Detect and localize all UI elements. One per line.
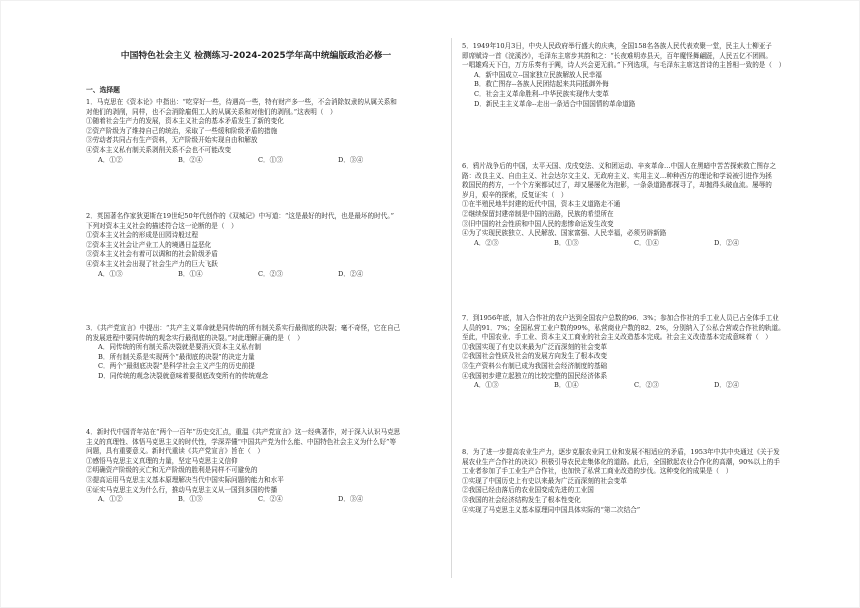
question-stem-line: 路：改良主义、自由主义、社会达尔文主义、无政府主义、实用主义…种种西方的理论和学说被引进作为拯 xyxy=(462,171,772,180)
option: ②继续保留封建帝制是中国的出路，民族的希望所在 xyxy=(462,209,614,218)
choice-b[interactable]: B．①④ xyxy=(554,381,579,390)
option-d[interactable]: D．新民主主义革命--走出一条适合中国国情的革命道路 xyxy=(474,99,636,108)
option: ③生产资料公有制已成为我国社会经济制度的基础 xyxy=(462,361,608,370)
question-7 xyxy=(462,314,804,391)
option: ③旧中国的社会性质和中国人民的悲惨命运发生改变 xyxy=(462,219,614,228)
question-stem-line: 下列对资本主义社会的描述符合这一论断的是（ ） xyxy=(86,221,238,230)
question-5 xyxy=(462,42,804,109)
option: ④资本主义社会出现了社会生产力的巨大飞跃 xyxy=(86,259,218,268)
answer-choices xyxy=(86,270,426,280)
option: ②资本主义社会让产业工人的境遇日益恶化 xyxy=(86,240,212,249)
option-c[interactable]: C．社会主义革命胜利--中华民族实现伟大变革 xyxy=(474,89,609,98)
choice-a[interactable]: A．②③ xyxy=(474,238,499,247)
choice-b[interactable]: B．①③ xyxy=(554,238,579,247)
question-stem-line: 主义的真理性、体悟马克思主义的时代性，学深弄懂“中国共产党为什么能、中国特色社会主义为什么好”等 xyxy=(86,437,397,446)
question-stem-line: 7．到1956年底，加入合作社的农户达到全国农户总数的96．3%；参加合作社的手工业人员已占全体手工业 xyxy=(462,314,779,322)
choice-b[interactable]: B．①③ xyxy=(178,495,203,504)
answer-choices xyxy=(86,495,426,505)
choice-c[interactable]: C．②④ xyxy=(258,495,283,504)
option: ④实现了马克思主义基本原理同中国具体实际的“第二次结合” xyxy=(462,505,641,514)
option: ②我国社会性质及社会的发展方向发生了根本改变 xyxy=(462,352,608,361)
question-6 xyxy=(462,162,804,248)
question-stem-line: 1．马克思在《资本论》中指出：“吃穿好一些，待遇高一些，特有财产多一些，不会消除奴隶的从属关系和 xyxy=(86,98,397,106)
question-4 xyxy=(86,428,426,505)
option: ①我国实现了有史以来最为广泛而深刻的社会变革 xyxy=(462,342,608,351)
answer-choices xyxy=(462,381,804,391)
answer-choices xyxy=(462,239,804,249)
option: ①感悟马克思主义真理的力量，坚定马克思主义信仰 xyxy=(86,456,238,465)
option: ③资本主义社会有着可以调和的社会阶级矛盾 xyxy=(86,250,218,259)
option: ④证实马克思主义为什么行，推动马克思主义从一国到多国的传播 xyxy=(86,485,278,494)
option: ③我国的社会经济结构发生了根本性变化 xyxy=(462,495,581,504)
choice-c[interactable]: C．②③ xyxy=(258,269,283,278)
choice-c[interactable]: C．①④ xyxy=(634,238,659,247)
question-stem-line: 即席赋诗一首《浣溪沙》，毛泽东主席步其韵和之：“长夜难明赤县天，百年魔怪舞翩跹，人民五亿不团圆。 xyxy=(462,51,772,60)
choice-a[interactable]: A．①③ xyxy=(474,381,499,390)
choice-d[interactable]: D．②④ xyxy=(714,238,740,247)
option: ①资本主义社会的形成是田园诗般过程 xyxy=(86,231,199,240)
question-2 xyxy=(86,212,426,279)
column-divider xyxy=(451,38,452,578)
choice-a[interactable]: A．①② xyxy=(98,155,123,164)
choice-d[interactable]: D．②④ xyxy=(338,269,364,278)
answer-choices xyxy=(86,156,426,166)
question-stem-line: 4．新时代中国青年站在“两个一百年”历史交汇点，重温《共产党宣言》这一经典著作，对于深入认识马克思 xyxy=(86,428,401,436)
option: ④我国初步建立起独立的比较完整的国民经济体系 xyxy=(462,371,608,380)
choice-b[interactable]: B．①④ xyxy=(178,269,203,278)
option: ③提高运用马克思主义基本原理解决当代中国实际问题的能力和水平 xyxy=(86,475,284,484)
option-a[interactable]: A．同传统的所有制关系决裂就是要消灭资本主义私有制 xyxy=(98,343,262,352)
choice-a[interactable]: A．①③ xyxy=(98,269,123,278)
question-stem-line: 3．《共产党宣言》中提出：“共产主义革命就是同传统的所有制关系实行最彻底的决裂；毫不奇怪，它在自己 xyxy=(86,324,401,332)
option: ①随着社会生产力的发展，资本主义社会的基本矛盾发生了新的变化 xyxy=(86,117,284,126)
question-1 xyxy=(86,98,426,165)
option: ①实现了中国历史上有史以来最为广泛而深刻的社会变革 xyxy=(462,476,627,485)
question-stem-line: 5．1949年10月3日，中央人民政府举行盛大的庆典，全国158名各族人民代表欢聚一堂，民主人士柳亚子 xyxy=(462,42,772,50)
option: ②资产阶级为了维持自己的统治，采取了一些缓和阶级矛盾的措施 xyxy=(86,126,278,135)
option: ②我国已经由落后的农业国变成先进的工业国 xyxy=(462,486,594,495)
option-a[interactable]: A．新中国成立--国家独立民族解放人民幸福 xyxy=(474,70,602,79)
choice-d[interactable]: D．③④ xyxy=(338,495,364,504)
question-stem-line: 2．英国著名作家狄更斯在19世纪50年代创作的《双城记》中写道：“这是最好的时代，也是最坏的时代。” xyxy=(86,212,394,220)
section-heading: 一、选择题 xyxy=(86,86,120,94)
question-8 xyxy=(462,448,804,515)
option-b[interactable]: B．救亡图存--各族人民团结起来共同抵御外侮 xyxy=(474,80,609,89)
question-stem-line: 救国民的药方，一个个方案都试过了，却又屡屡化为泡影，一条条道路都探寻了，却抛得头破血流。屡辱的 xyxy=(462,181,772,190)
option: ④为了实现民族独立、人民解放、国家富强、人民幸福，必须另辟新路 xyxy=(462,229,667,238)
option-d[interactable]: D．同传统的观念决裂就意味着要彻底改变所有的传统观念 xyxy=(98,371,269,380)
question-3 xyxy=(86,324,426,382)
option: ①在半殖民地半封建的近代中国，资本主义道路走不通 xyxy=(462,200,621,209)
question-stem-line: 问题，具有重要意义。新时代重读《共产党宣言》旨在（ ） xyxy=(86,447,265,456)
choice-d[interactable]: D．②④ xyxy=(714,381,740,390)
option: ②明确资产阶级的灭亡和无产阶级的胜利是同样不可避免的 xyxy=(86,466,258,475)
choice-c[interactable]: C．①③ xyxy=(258,155,283,164)
question-stem-line: 工业者参加了手工业生产合作社，也加快了私营工商业改造的步伐。这种变化的成果是（ ） xyxy=(462,467,733,476)
option: ③劳动者共同占有生产资料，无产阶级开始实现自由和解放 xyxy=(86,136,258,145)
question-stem-line: 展农业生产合作社的决议》积极引导农民走集体化的道路。此后，全国掀起农业合作化的高潮，90%以上的手 xyxy=(462,457,780,466)
question-stem-line: 人员的91．7%；全国私营工业户数的99%，私营商业户数的82．2%，分别纳入了公私合营或合作社的轨道。 xyxy=(462,323,785,332)
choice-d[interactable]: D．③④ xyxy=(338,155,364,164)
question-stem-line: 岁月，艰辛的探索，反复证实（ ） xyxy=(462,190,568,199)
option: ④资本主义私有制关系剥削关系不会也不可能改变 xyxy=(86,145,232,154)
question-stem-line: 对他们的剥削，同样，也不会消除雇佣工人的从属关系和对他们的剥削。”这表明（ ） xyxy=(86,107,337,116)
option-b[interactable]: B．所有制关系是实现两个“最彻底的决裂”的决定力量 xyxy=(98,352,255,361)
question-stem-line: 至此，中国农业、手工业、资本主义工商业的社会主义改造基本完成。社会主义改造基本完成意味着（ ） xyxy=(462,333,772,342)
option-c[interactable]: C．两个“最彻底决裂”是科学社会主义产生的历史前提 xyxy=(98,362,255,371)
choice-b[interactable]: B．②④ xyxy=(178,155,203,164)
question-stem-line: 8．为了进一步提高农业生产力，逐步克服农业同工业和发展不相适应的矛盾，1953年中共中央通过《关于发 xyxy=(462,448,780,456)
question-stem-line: 一唱雄鸡天下白，万方乐奏有于阗，诗人兴会更无前。”下列选项，与毛泽东主席这首诗的主旨相一致的是（ ） xyxy=(462,61,786,70)
question-stem-line: 6．鸦片战争后的中国，太平天国、戊戌变法、义和团运动、辛亥革命…中国人在黑暗中苦苦探索救亡图存之 xyxy=(462,162,777,170)
exam-title: 中国特色社会主义 检测练习-2024-2025学年高中统编版政治必修一 xyxy=(120,51,392,61)
choice-c[interactable]: C．②③ xyxy=(634,381,659,390)
question-stem-line: 的发展进程中要同传统的观念实行最彻底的决裂。”对此理解正确的是（ ） xyxy=(86,333,304,342)
choice-a[interactable]: A．①② xyxy=(98,495,123,504)
